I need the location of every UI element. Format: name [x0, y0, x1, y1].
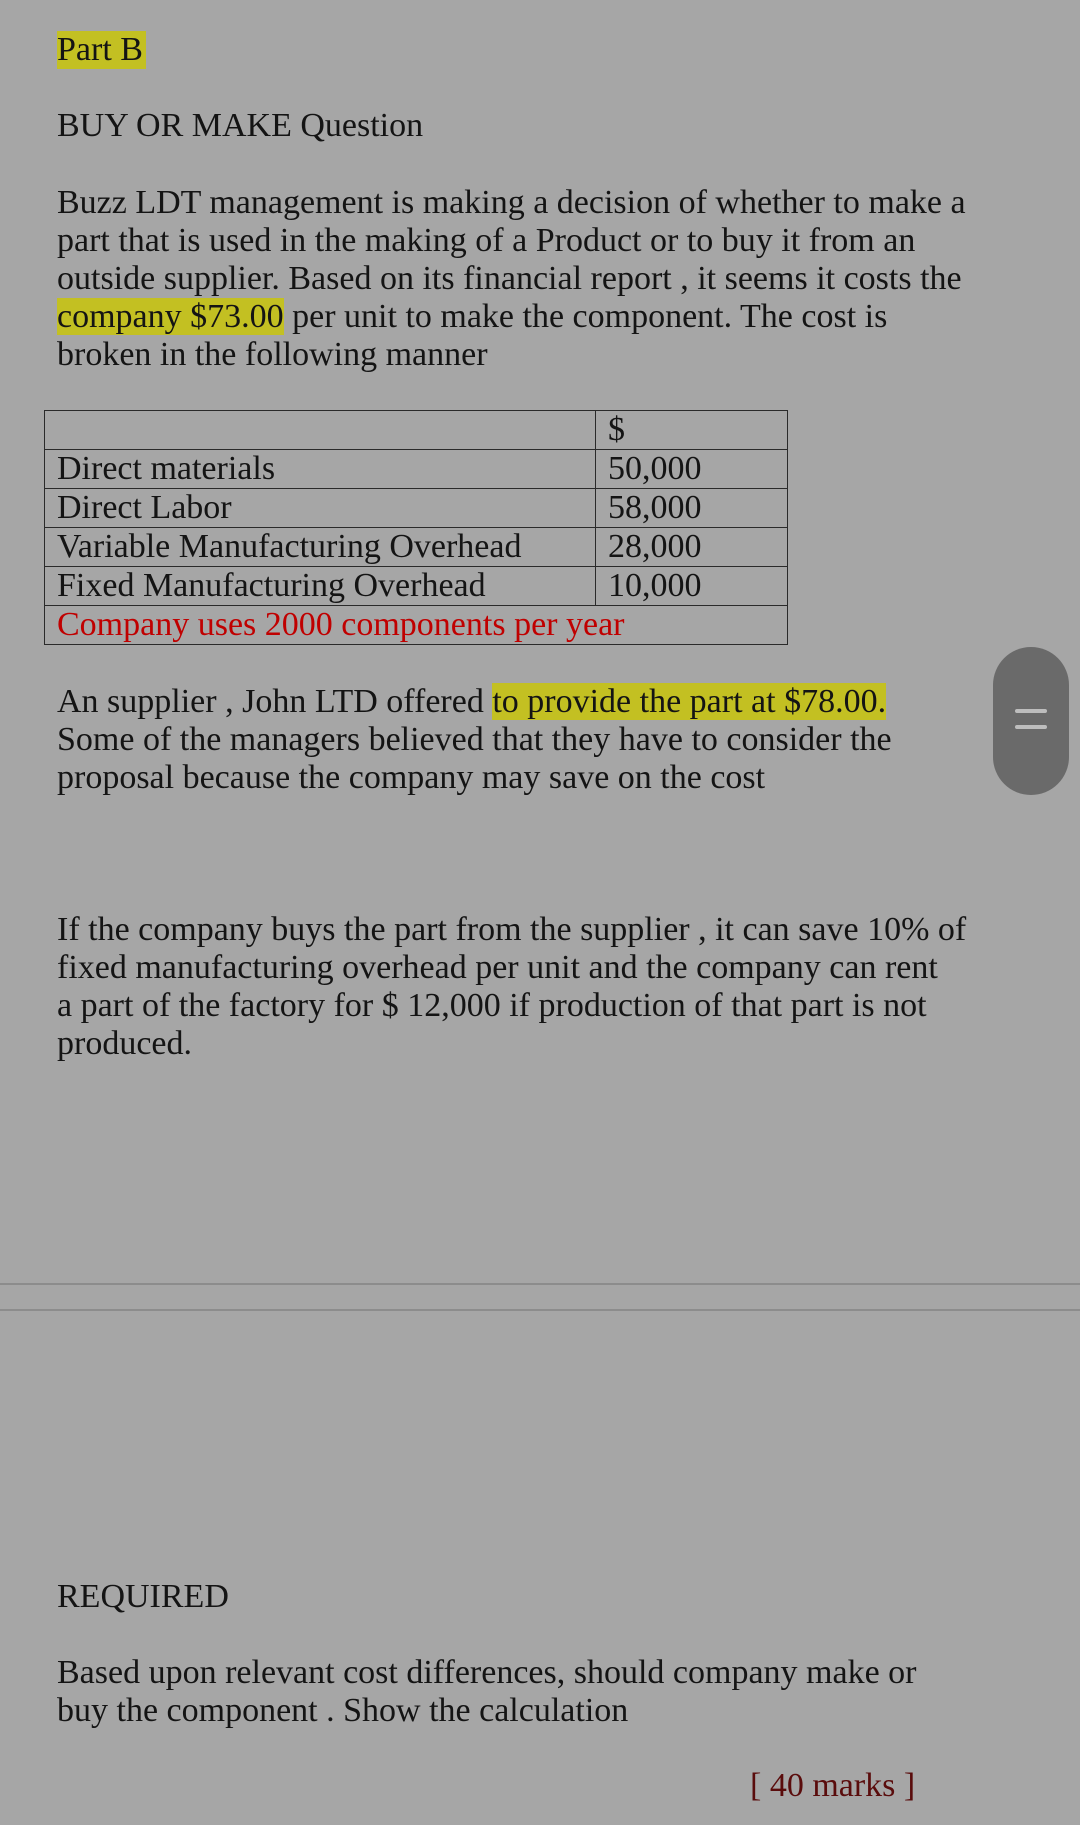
cost-table-header	[45, 411, 787, 450]
cost-label: Variable Manufacturing Overhead	[45, 528, 596, 566]
intro-line: outside supplier. Based on its financial report , it seems it costs the	[57, 260, 962, 297]
handle-grip-line	[1015, 709, 1047, 713]
question-paragraph	[57, 1654, 917, 1730]
intro-line: Buzz LDT management is making a decision of whether to make a	[57, 184, 966, 221]
cost-value: 10,000	[608, 567, 702, 604]
question-line: buy the component . Show the calculation	[57, 1692, 629, 1729]
cost-label: Direct materials	[45, 450, 596, 488]
intro-line: broken in the following manner	[57, 336, 488, 373]
savings-line: If the company buys the part from the supplier , it can save 10% of	[57, 911, 967, 948]
page-divider	[0, 1309, 1080, 1311]
question-heading: BUY OR MAKE Question	[57, 107, 424, 144]
required-heading: REQUIRED	[57, 1578, 229, 1615]
supplier-price-highlight: to provide the part at $78.00.	[492, 683, 887, 720]
question-line: Based upon relevant cost differences, should company make or	[57, 1654, 917, 1691]
supplier-line	[57, 683, 892, 721]
cost-row-fixed-overhead	[45, 567, 787, 606]
savings-line: fixed manufacturing overhead per unit and the company can rent	[57, 949, 938, 986]
cost-value: 28,000	[608, 528, 702, 565]
cost-table	[44, 410, 788, 645]
supplier-offer-paragraph	[57, 683, 892, 797]
intro-line: part that is used in the making of a Product or to buy it from an	[57, 222, 916, 259]
handle-grip-line	[1015, 725, 1047, 729]
cost-header-label	[45, 411, 596, 449]
savings-paragraph	[57, 911, 966, 1063]
supplier-line: proposal because the company may save on the cost	[57, 759, 766, 796]
cost-row-direct-labor	[45, 489, 787, 528]
intro-line	[57, 298, 966, 336]
savings-line: a part of the factory for $ 12,000 if production of that part is not	[57, 987, 927, 1024]
cost-label: Direct Labor	[45, 489, 596, 527]
cost-row-variable-overhead	[45, 528, 787, 567]
savings-line: produced.	[57, 1025, 193, 1062]
cost-value: 50,000	[608, 450, 702, 487]
cost-row-direct-materials	[45, 450, 787, 489]
intro-paragraph	[57, 184, 966, 374]
part-label: Part B	[57, 31, 146, 69]
cost-header-currency: $	[608, 411, 625, 448]
marks-label: [ 40 marks ]	[750, 1767, 916, 1804]
supplier-line-start: An supplier , John LTD offered	[57, 683, 493, 720]
supplier-line: Some of the managers believed that they have to consider the	[57, 721, 892, 758]
cost-label: Fixed Manufacturing Overhead	[45, 567, 596, 605]
floating-scroll-handle[interactable]	[993, 647, 1069, 795]
cost-value: 58,000	[608, 489, 702, 526]
unit-cost-highlight: company $73.00	[57, 298, 284, 335]
page-divider	[0, 1283, 1080, 1285]
intro-line-rest: per unit to make the component. The cost is	[283, 298, 888, 335]
annual-usage-note: Company uses 2000 components per year	[57, 606, 625, 643]
